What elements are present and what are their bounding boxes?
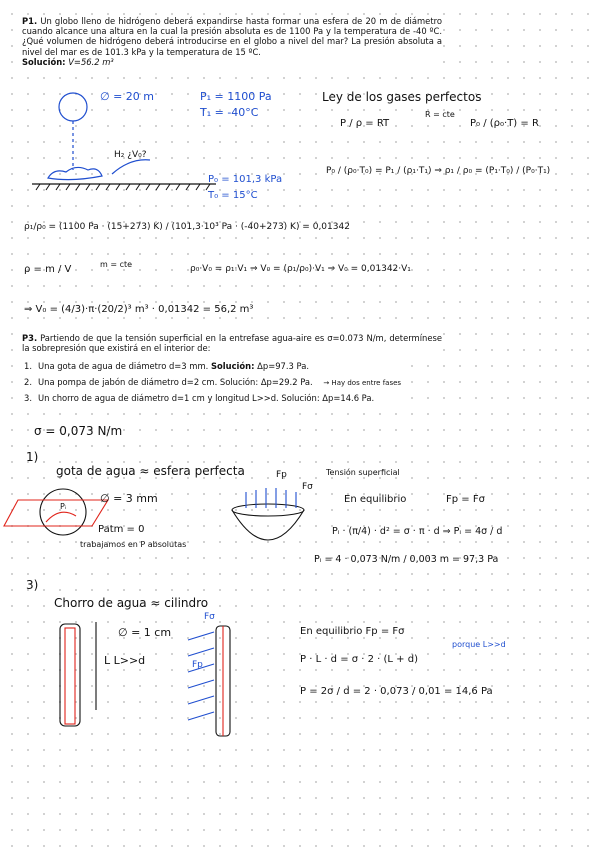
mass-conservation-chain: ρ₀·V₀ = ρ₁·V₁ ⇒ V₀ = (ρ₁/ρ₀)·V₁ ⇒ V₀ = 0,01342·V₁ xyxy=(190,264,411,274)
pressure-altitude: P₁ = 1100 Pa xyxy=(200,90,272,103)
balloon-sketch xyxy=(32,93,216,184)
drop-diameter: ∅ = 3 mm xyxy=(100,492,158,505)
because-l-much-greater-note: porque L>>d xyxy=(452,640,506,649)
jet-approx-cylinder: Chorro de agua ≈ cilindro xyxy=(54,596,209,610)
problem-1-text: Un globo lleno de hidrógeno deberá expandirse hasta formar una esfera de 20 m de diámetro cuando alcance una altura en la cual la presión absoluta es de 1100 Pa y la temperatura de -40 ºC. ¿Qué volumen de hidrógeno deberá introducirse en el globo a nivel del mar? La presión absoluta a nivel del mar es de 101.3 kPa y la temperatura de 15 ºC. xyxy=(22,16,442,57)
list-item: 3. Un chorro de agua de diámetro d=1 cm y longitud L>>d. Solución: Δp=14.6 Pa. xyxy=(24,393,375,403)
hydrogen-volume-question: H₂ ¿V₀? xyxy=(114,150,147,160)
gas-law-ratio: P₀ / (ρ₀·T) = R xyxy=(470,118,539,129)
drop-approx-sphere: gota de agua ≈ esfera perfecta xyxy=(56,464,245,478)
absolute-pressure-note: trabajamos en P absolutas xyxy=(80,540,187,549)
problem-1-solution-label: Solución: xyxy=(22,56,66,67)
drop-equilibrium-equation: Pᵢ · (π/4) · d² = σ · π · d ⇒ Pᵢ = 4σ / d xyxy=(332,526,503,537)
list-item: 2. Una pompa de jabón de diámetro d=2 cm. Solución: Δp=29.2 Pa. → Hay dos entre fases xyxy=(24,377,402,387)
list-item: 1. Una gota de agua de diámetro d=3 mm. Solución: Δp=97.3 Pa. xyxy=(24,361,309,371)
two-interfaces-note: → Hay dos entre fases xyxy=(323,379,402,387)
hemisphere-sketch xyxy=(232,504,304,540)
drop-sphere-sketch xyxy=(4,489,108,535)
problem-1-label: P1. xyxy=(22,16,38,26)
mass-constant-label: m = cte xyxy=(100,260,133,269)
problem-1-solution-value: V=56.2 m³ xyxy=(68,56,114,67)
ground-hatching xyxy=(36,184,210,190)
problem-3-label: P3. xyxy=(22,333,38,343)
surface-tension-label: Tensión superficial xyxy=(326,468,400,477)
tension-force-label: Fσ xyxy=(302,482,313,492)
ground-balloon xyxy=(48,167,102,179)
atmospheric-pressure: Patm = 0 xyxy=(98,524,145,535)
pressure-force-label: Fp xyxy=(276,470,287,480)
balloon-diameter: ∅ = 20 m xyxy=(100,90,155,103)
force-balance: Fp = Fσ xyxy=(446,494,485,505)
case-1-label: 1) xyxy=(26,450,39,464)
jet-equilibrium-equation: P · L · d = σ · 2 · (L + d) xyxy=(300,654,418,665)
state-equality: P₀ / (ρ₀·T₀) = P₁ / (ρ₁·T₁) ⇒ ρ₁ / ρ₀ = (P₁·T₀) / (P₀·T₁) xyxy=(326,166,551,176)
ideal-gas-law-title: Ley de los gases perfectos xyxy=(322,90,482,104)
jet-arrows xyxy=(188,632,214,720)
jet-cylinder-sketch xyxy=(60,622,230,736)
equilibrium-label: En equilibrio xyxy=(344,494,407,505)
drop-pressure-result: Pᵢ = 4 · 0,073 N/m / 0,003 m = 97,3 Pa xyxy=(314,554,499,565)
internal-pressure-label: Pᵢ xyxy=(60,502,67,511)
balloon-circle xyxy=(59,93,87,121)
h2-arrow-line xyxy=(112,160,150,174)
density-ratio-calc: ρ₁/ρ₀ = (1100 Pa · (15+273) K) / (101,3·10³ Pa · (-40+273) K) = 0,01342 xyxy=(24,222,350,232)
volume-final-result: ⇒ V₀ = (4/3)·π·(20/2)³ m³ · 0,01342 = 56,2 m³ xyxy=(24,304,254,315)
r-constant-label: R = cte xyxy=(425,110,455,119)
temperature-altitude: T₁ = -40°C xyxy=(200,106,259,119)
ideal-gas-equation: P / ρ = RT xyxy=(340,118,390,129)
jet-tension-force-label: Fσ xyxy=(204,612,215,622)
jet-diameter: ∅ = 1 cm xyxy=(118,626,172,639)
problem-3-items xyxy=(24,361,401,409)
pressure-sea-level: P₀ = 101,3 kPa xyxy=(208,174,283,185)
jet-pressure-force-label: Fp xyxy=(192,660,203,670)
jet-equilibrium: En equilibrio Fp = Fσ xyxy=(300,626,405,637)
surface-tension-value: σ = 0,073 N/m xyxy=(34,424,123,438)
jet-length: L L>>d xyxy=(104,654,146,667)
density-definition: ρ = m / V xyxy=(24,264,72,275)
case-3-label: 3) xyxy=(26,578,39,592)
jet-pressure-result: P = 2σ / d = 2 · 0,073 / 0,01 = 14,6 Pa xyxy=(300,686,493,697)
problem-3-statement xyxy=(22,333,442,353)
temperature-sea-level: T₀ = 15°C xyxy=(208,190,258,201)
problem-3-text: Partiendo de que la tensión superficial en la entrefase agua-aire es σ=0.073 N/m, determínese la sobrepresión que existirá en el interior de: xyxy=(22,333,442,354)
